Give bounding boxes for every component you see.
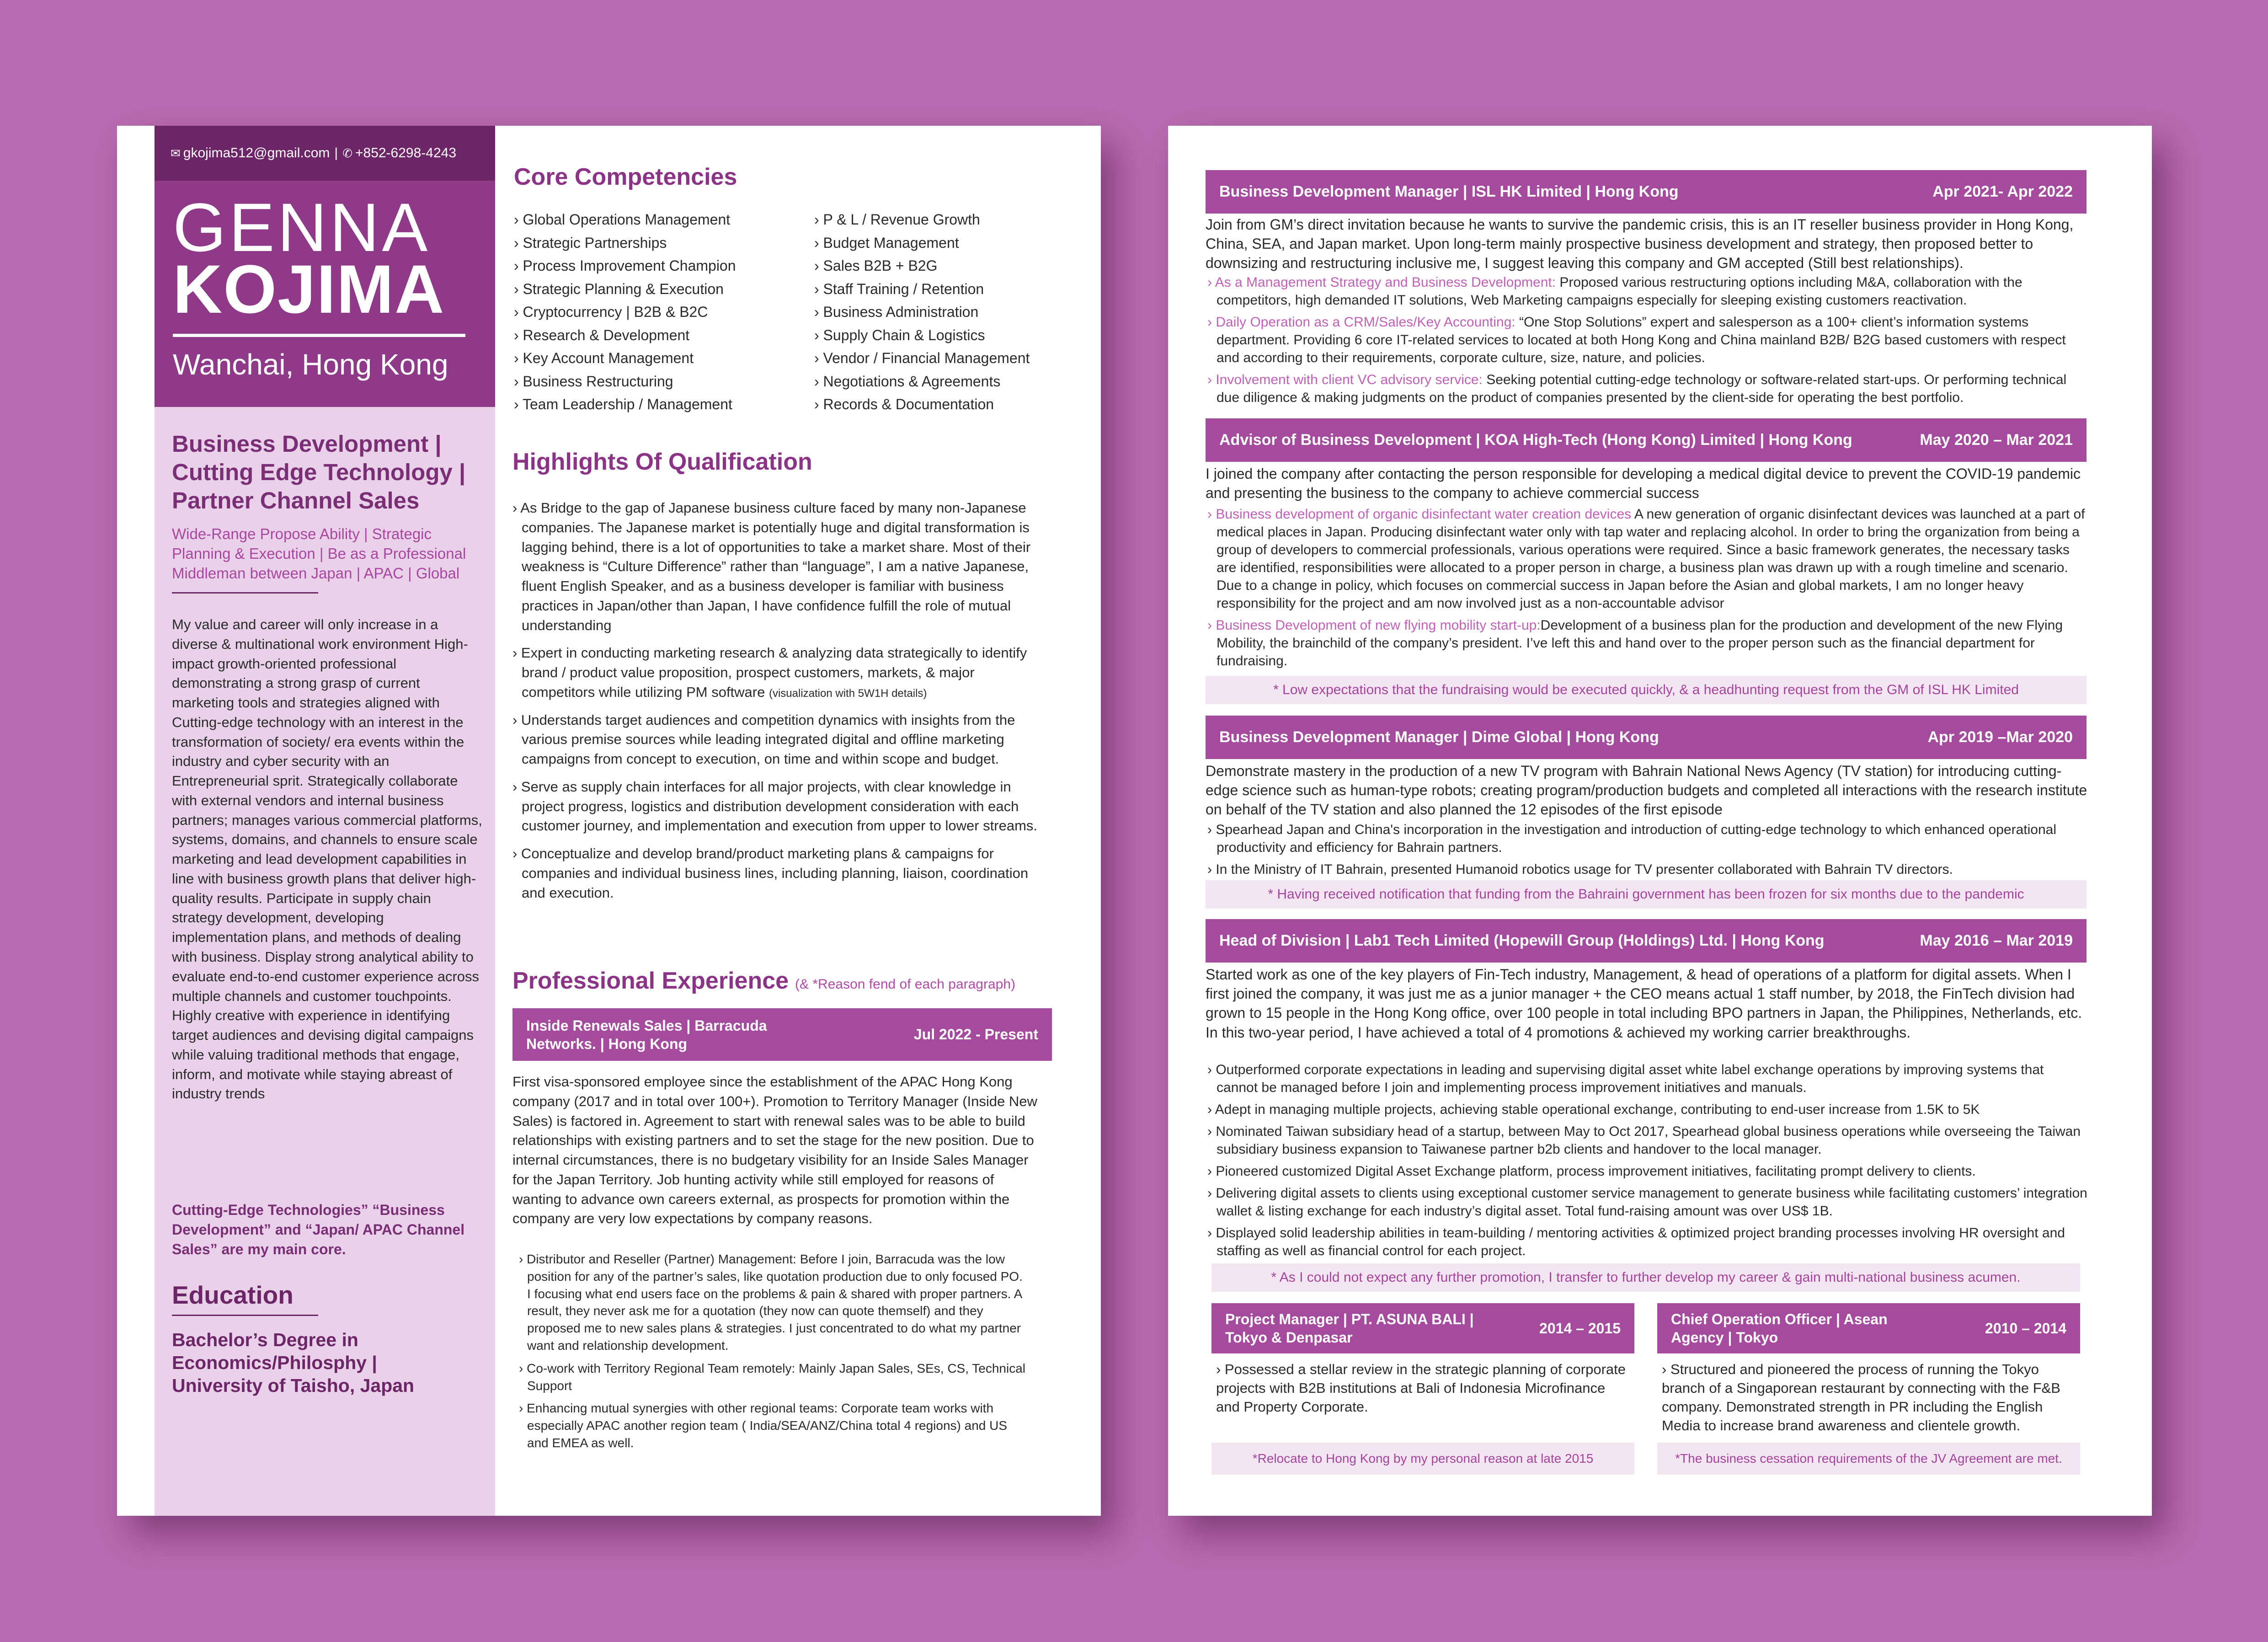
job-header <box>1206 716 2087 759</box>
highlights-list <box>512 498 1047 911</box>
list-item: › Strategic Planning & Execution <box>514 280 724 297</box>
job-title: Advisor of Business Development | KOA High-Tech (Hong Kong) Limited | Hong Kong <box>1219 431 1852 449</box>
list-item: › Conceptualize and develop brand/product marketing plans & campaigns for companies and individual business lines, including planning, liaison, coordination and execution. <box>512 845 1029 901</box>
contact-separator: | <box>334 145 338 160</box>
sidebar-core-statement: Cutting-Edge Technologies” “Business Development” and “Japan/ APAC Channel Sales” are my main core. <box>172 1202 465 1258</box>
list-item: › Supply Chain & Logistics <box>814 326 985 343</box>
job-dates: Apr 2021- Apr 2022 <box>1932 183 2073 200</box>
job-title: Inside Renewals Sales | Barracuda Networks. | Hong Kong <box>526 1017 767 1052</box>
list-item: › Business Administration <box>814 304 979 320</box>
list-item: › Nominated Taiwan subsidiary head of a startup, between May to Oct 2017, Spearhead global business operations while overseeing the Taiwan subsidiary business expansion to Taiwanese partner b2b clients and handover to the local manager. <box>1207 1124 2081 1157</box>
job-header <box>1206 170 2087 214</box>
job-title: Head of Division | Lab1 Tech Limited (Hopewill Group (Holdings) Ltd. | Hong Kong <box>1219 932 1825 949</box>
job-header <box>1211 1303 1634 1353</box>
first-name: GENNA <box>173 189 431 266</box>
job-dates: May 2020 – Mar 2021 <box>1920 431 2073 449</box>
experience-heading: Professional Experience (& *Reason fend of each paragraph) <box>512 968 1016 994</box>
job-bullets <box>1206 1061 2088 1264</box>
phone[interactable]: +852-6298-4243 <box>355 145 457 160</box>
highlights-heading: Highlights Of Qualification <box>512 449 812 475</box>
job-summary: › Possessed a stellar review in the strategic planning of corporate projects with B2B institutions at Bali of Indonesia Microfinance and Property Corporate. <box>1216 1361 1626 1415</box>
sidebar-subtitle: Wide-Range Propose Ability | Strategic Planning & Execution | Be as a Professional Middleman between Japan | APAC | Global <box>172 525 466 582</box>
list-item: › Vendor / Financial Management <box>814 350 1030 366</box>
list-item: › Team Leadership / Management <box>514 396 732 412</box>
list-item: › Strategic Partnerships <box>514 234 667 251</box>
list-item: › Negotiations & Agreements <box>814 373 1001 390</box>
job-header <box>512 1008 1052 1061</box>
job-intro: Join from GM’s direct invitation because he wants to survive the pandemic crisis, this is an IT reseller business provider in Hong Kong, China, SEA, and Japan market. Upon long-term mainly prospective business development and strategy, then proposed better to downsizing and restructuring inclusive me, I suggest leaving this company and GM accepted (Still best relationships). <box>1206 216 2074 272</box>
list-item: › Global Operations Management <box>514 211 731 228</box>
last-name: KOJIMA <box>173 251 445 327</box>
envelope-icon: ✉ <box>171 146 181 160</box>
list-item: › Displayed solid leadership abilities in team-building / mentoring activities & optimized project branding processes involving HR oversight and staffing as well as financial control for each project. <box>1207 1225 2065 1258</box>
competencies-col-2 <box>814 208 1030 416</box>
job-title: Project Manager | PT. ASUNA BALI | Tokyo & Denpasar <box>1225 1311 1474 1346</box>
list-item: › As a Management Strategy and Business Development: Proposed various restructuring options including M&A, collaboration with the competitors, high demanded IT solutions, Web Marketing campaigns especially for sleeping existing customers reactivation. <box>1207 275 2023 308</box>
list-item: › Understands target audiences and competition dynamics with insights from the various premise sources while leading integrated digital and offline marketing campaigns from concept to execution, on time and within scope and budget. <box>512 711 1015 767</box>
list-item: › Involvement with client VC advisory service: Seeking potential cutting-edge technology or software-related start-ups. Or performing technical due diligence & making judgments on the product of companies presented by the client-side for operating the best portfolio. <box>1207 372 2067 405</box>
list-item: › Staff Training / Retention <box>814 280 984 297</box>
job-note: * Having received notification that funding from the Bahraini government has been frozen for six months due to the pandemic <box>1206 880 2087 909</box>
list-item: › Expert in conducting marketing research & analyzing data strategically to identify brand / product value proposition, prospect customers, markets, & major competitors while utilizing PM software (visualization with 5W1H details) <box>512 645 1027 700</box>
list-item: › Pioneered customized Digital Asset Exchange platform, process improvement initiatives, facilitating prompt delivery to clients. <box>1207 1164 1976 1179</box>
name-block <box>155 181 495 407</box>
sidebar-divider <box>172 592 318 594</box>
email[interactable]: gkojima512@gmail.com <box>183 145 330 160</box>
job-note: *The business cessation requirements of the JV Agreement are met. <box>1657 1443 2080 1475</box>
job-intro: I joined the company after contacting the person responsible for developing a medical digital device to prevent the COVID-19 pandemic and presenting the business to the company to achieve commercial success <box>1206 465 2081 502</box>
list-item: › Daily Operation as a CRM/Sales/Key Accounting: “One Stop Solutions” expert and salesperson as a 100+ client’s information systems department. Providing 6 core IT-related services to located at both Hong Kong and China mainland B2B/ B2G based customers with respect and according to their requirements, corporate culture, size, nature, and policies. <box>1207 315 2066 365</box>
list-item: › Adept in managing multiple projects, achieving stable operational exchange, contributing to end-user increase from 1.5K to 5K <box>1207 1102 1980 1117</box>
job-summary: › Structured and pioneered the process of running the Tokyo branch of a Singaporean restaurant by connecting with the F&B company. Demonstrated strength in PR including the English Media to increase brand awareness and clientele growth. <box>1662 1361 2060 1433</box>
job-dates: May 2016 – Mar 2019 <box>1920 932 2073 949</box>
list-item: › Outperformed corporate expectations in leading and supervising digital asset white label exchange operations by improving systems that cannot be managed before I join and implementing process improvement initiatives and manuals. <box>1207 1062 2044 1095</box>
job-bullets <box>512 1251 1029 1457</box>
job-header <box>1206 919 2087 963</box>
list-item: › Business Development of new flying mobility start-up:Development of a business plan for the production and development of the new Flying Mobility, the brainchild of the company’s president. I’ve left this and hand over to the proper person such as the financial department for fundraising. <box>1207 618 2063 669</box>
job-intro: Started work as one of the key players of Fin-Tech industry, Management, & head of operations of a platform for digital assets. When I first joined the company, it was just me as a junior manager + the CEO means actual 1 staff number, by 2018, the FinTech division had grown to 15 people in the Hong Kong office, over 100 people in total including BPO partners in Japan, the Philippines, Netherlands, etc. In this two-year period, I have achieved a total of 4 promotions & achieved my working carrier breakthroughs. <box>1206 966 2082 1041</box>
sidebar-title: Business Development | Cutting Edge Technology | Partner Channel Sales <box>172 431 466 514</box>
phone-icon: ✆ <box>342 146 352 160</box>
education-detail: Bachelor’s Degree in Economics/Philosphy | University of Taisho, Japan <box>172 1329 415 1396</box>
list-item: › In the Ministry of IT Bahrain, presented Humanoid robotics usage for TV presenter collaborated with Bahrain TV directors. <box>1207 862 1953 877</box>
list-item: › Research & Development <box>514 326 690 343</box>
competencies-heading: Core Competencies <box>514 164 737 190</box>
list-item: › Process Improvement Champion <box>514 257 736 274</box>
job-header <box>1657 1303 2080 1353</box>
competencies-col-1 <box>514 208 736 416</box>
highlight-note: (visualization with 5W1H details) <box>768 687 927 700</box>
list-item: › Key Account Management <box>514 350 694 366</box>
job-bullets <box>1206 505 2088 674</box>
list-item: › Budget Management <box>814 234 959 251</box>
job-intro: First visa-sponsored employee since the establishment of the APAC Hong Kong company (2017 and in total over 100+). Promotion to Territory Manager (Inside New Sales) is factored in. Agreement to start with renewal sales was to be able to build relationships with existing partners and to set the stage for the new position. Due to internal circumstances, there is no budgetary visibility for an Inside Sales Manager for the Japan Territory. Job hunting activity while still employed for reasons of wanting to advance own careers external, as prospects for promotion within the company are very low expectations by company reasons. <box>512 1074 1037 1227</box>
job-dates: Jul 2022 - Present <box>913 1026 1038 1043</box>
list-item: › Cryptocurrency | B2B & B2C <box>514 304 708 320</box>
list-item: › Enhancing mutual synergies with other regional teams: Corporate team works with especially APAC another region team ( India/SEA/ANZ/China total 4 regions) and US and EMEA as well. <box>519 1401 1008 1450</box>
list-item: › Records & Documentation <box>814 396 994 412</box>
job-dates: Apr 2019 –Mar 2020 <box>1927 728 2073 746</box>
list-item: › Distributor and Reseller (Partner) Management: Before I join, Barracuda was the low position for any of the partner’s sales, like quotation production due to only focused PO. I focusing what end users face on the problems & pain & shared with proper partners. A result, they never ask me for a quotation (they now can quote themself) and they proposed me to new sales plans & strategies. I just concentrated to do what my partner want and relationship development. <box>519 1252 1023 1353</box>
job-note: *Relocate to Hong Kong by my personal reason at late 2015 <box>1211 1443 1634 1475</box>
sidebar-summary: My value and career will only increase in a diverse & multinational work environment High-impact growth-oriented professional demonstrating a strong grasp of current marketing tools and strategies aligned with Cutting-edge technology with an interest in the transformation of society/ era events within the industry and cyber security with an Entrepreneurial sprit. Strategically collaborate with external vendors and internal business partners; manages various commercial platforms, systems, domains, and channels to ensure scale marketing and lead development capabilities in line with business growth plans that deliver high-quality results. Participate in supply chain strategy development, developing implementation plans, and methods of dealing with business. Display strong analytical ability to evaluate end-to-end customer experience across multiple channels and customer touchpoints. Highly creative with experience in identifying target audiences and devising digital campaigns while valuing traditional methods that engage, inform, and motivate while staying abreast of industry trends <box>172 616 482 1102</box>
list-item: › P & L / Revenue Growth <box>814 211 980 228</box>
job-note: * As I could not expect any further promotion, I transfer to further develop my career & gain multi-national business acumen. <box>1211 1263 2080 1292</box>
job-header <box>1206 418 2087 462</box>
education-divider <box>172 1315 318 1316</box>
job-dates: 2014 – 2015 <box>1539 1320 1621 1337</box>
list-item: › Business development of organic disinfectant water creation devices A new generation of organic disinfectant devices was launched at a part of medical places in Japan. Producing disinfectant water only with tap water and replacing alcohol. In order to bring the organization from being a group of developers to commercial professionals, various operations were required. Since a basic framework generates, the necessary tasks are identified, responsibilities were allocated to a proper person in charge, a business plan was drawn up with a rough timeline and scenario. Due to a change in policy, which focuses on commercial success in Japan before the Asian and global markets, I am no longer heavy responsibility for the project and am now involved just as a non-accountable advisor <box>1207 507 2085 611</box>
list-item: › Spearhead Japan and China's incorporation in the investigation and introduction of cutting-edge technology to which enhanced operational productivity and efficiency for Bahrain partners. <box>1207 822 2056 855</box>
resume-page-1 <box>117 126 1101 1516</box>
list-item: › Business Restructuring <box>514 373 673 390</box>
name-divider <box>173 334 465 337</box>
job-intro: Demonstrate mastery in the production of a new TV program with Bahrain National News Agency (TV station) for introducing cutting-edge science such as human-type robots; creating program/production budgets and completed all interactions with the research institute on behalf of the TV station and also planned the 12 episodes of the first episode <box>1206 763 2087 818</box>
job-bullets <box>1206 821 2088 883</box>
list-item: › Co-work with Territory Regional Team remotely: Mainly Japan Sales, SEs, CS, Technical Support <box>519 1361 1025 1393</box>
list-item: › Sales B2B + B2G <box>814 257 938 274</box>
resume-page-2 <box>1168 126 2152 1516</box>
job-title: Business Development Manager | ISL HK Limited | Hong Kong <box>1219 183 1679 200</box>
experience-heading-note: (& *Reason fend of each paragraph) <box>795 977 1016 992</box>
education-heading: Education <box>172 1281 294 1309</box>
location: Wanchai, Hong Kong <box>173 348 448 381</box>
job-note: * Low expectations that the fundraising would be executed quickly, & a headhunting request from the GM of ISL HK Limited <box>1206 676 2087 704</box>
list-item: › As Bridge to the gap of Japanese business culture faced by many non-Japanese companies. The Japanese market is potentially huge and digital transformation is lagging behind, there is a lot of opportunities to take a market share. Most of their weakness is “Culture Difference” rather than “language”, I am a native Japanese, fluent English Speaker, and as a business developer is familiar with business practices in Japan/other than Japan, I have confidence fulfill the role of mutual understanding <box>512 500 1031 633</box>
job-title: Business Development Manager | Dime Global | Hong Kong <box>1219 728 1659 746</box>
list-item: › Delivering digital assets to clients using exceptional customer service management to generate business while facilitating customers’ integration wallet & listing exchange for each industry’s digital asset. Total fund-raising amount was over US$ 1B. <box>1207 1186 2087 1219</box>
job-title: Chief Operation Officer | Asean Agency | Tokyo <box>1671 1311 1888 1346</box>
contact-bar <box>155 126 495 181</box>
job-dates: 2010 – 2014 <box>1985 1320 2066 1337</box>
list-item: › Serve as supply chain interfaces for all major projects, with clear knowledge in project progress, logistics and distribution development consideration with each customer journey, and implementation and execution from upper to lower streams. <box>512 778 1038 834</box>
job-bullets <box>1206 273 2088 411</box>
